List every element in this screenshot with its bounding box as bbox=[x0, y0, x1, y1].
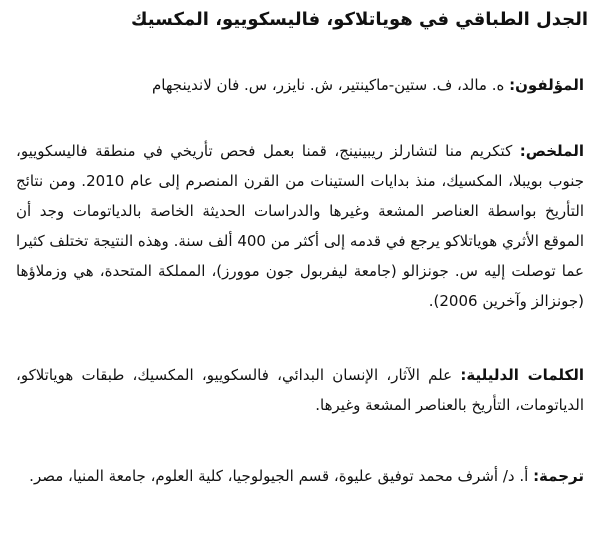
translation-text: أ. د/ أشرف محمد توفيق عليوة، قسم الجيولوجيا، كلية العلوم، جامعة المنيا، مصر. bbox=[29, 467, 529, 485]
keywords-text: علم الآثار، الإنسان البدائي، فالسكوييو، المكسيك، طبقات هوياتلاكو، الدياتومات، التأريخ بالعناصر المشعة وغيرها. bbox=[16, 366, 584, 414]
abstract-label: الملخص: bbox=[519, 142, 584, 160]
authors-value: ه. مالد، ف. ستين-ماكينتير، ش. نايزر، س. فان لاندينجهام bbox=[151, 76, 505, 94]
translation-label: ترجمة: bbox=[533, 467, 584, 485]
abstract-text: كتكريم منا لتشارلز ريبينينج، قمنا بعمل فحص تأريخي في منطقة فاليسكوييو، جنوب بويبلا، المكسيك، منذ بدايات الستينات من القرن المنصرم إلى عام 2010. ومن نتائج التأريخ بواسطة العناصر المشعة وغيرها والدراسات الحديثة الخاصة بالدياتومات وجد أن الموقع الأثري هوياتلاكو يرجع في قدمه إلى أكثر من 400 ألف سنة. وهذه النتيجة تختلف كثيرا عما توصلت إليه س. جونزالو (جامعة ليفربول جون موورز)، المملكة المتحدة، هي وزملاؤها (جونزالز وآخرين 2006). bbox=[16, 142, 584, 310]
authors-section bbox=[16, 72, 584, 98]
document-title: الجدل الطباقي في هوياتلاكو، فاليسكوييو، المكسيك bbox=[131, 9, 588, 30]
keywords-label: الكلمات الدليلية: bbox=[460, 366, 584, 384]
translation-section bbox=[16, 460, 584, 492]
abstract-section bbox=[16, 136, 584, 316]
authors-label: المؤلفون: bbox=[509, 76, 584, 94]
keywords-section bbox=[16, 360, 584, 420]
